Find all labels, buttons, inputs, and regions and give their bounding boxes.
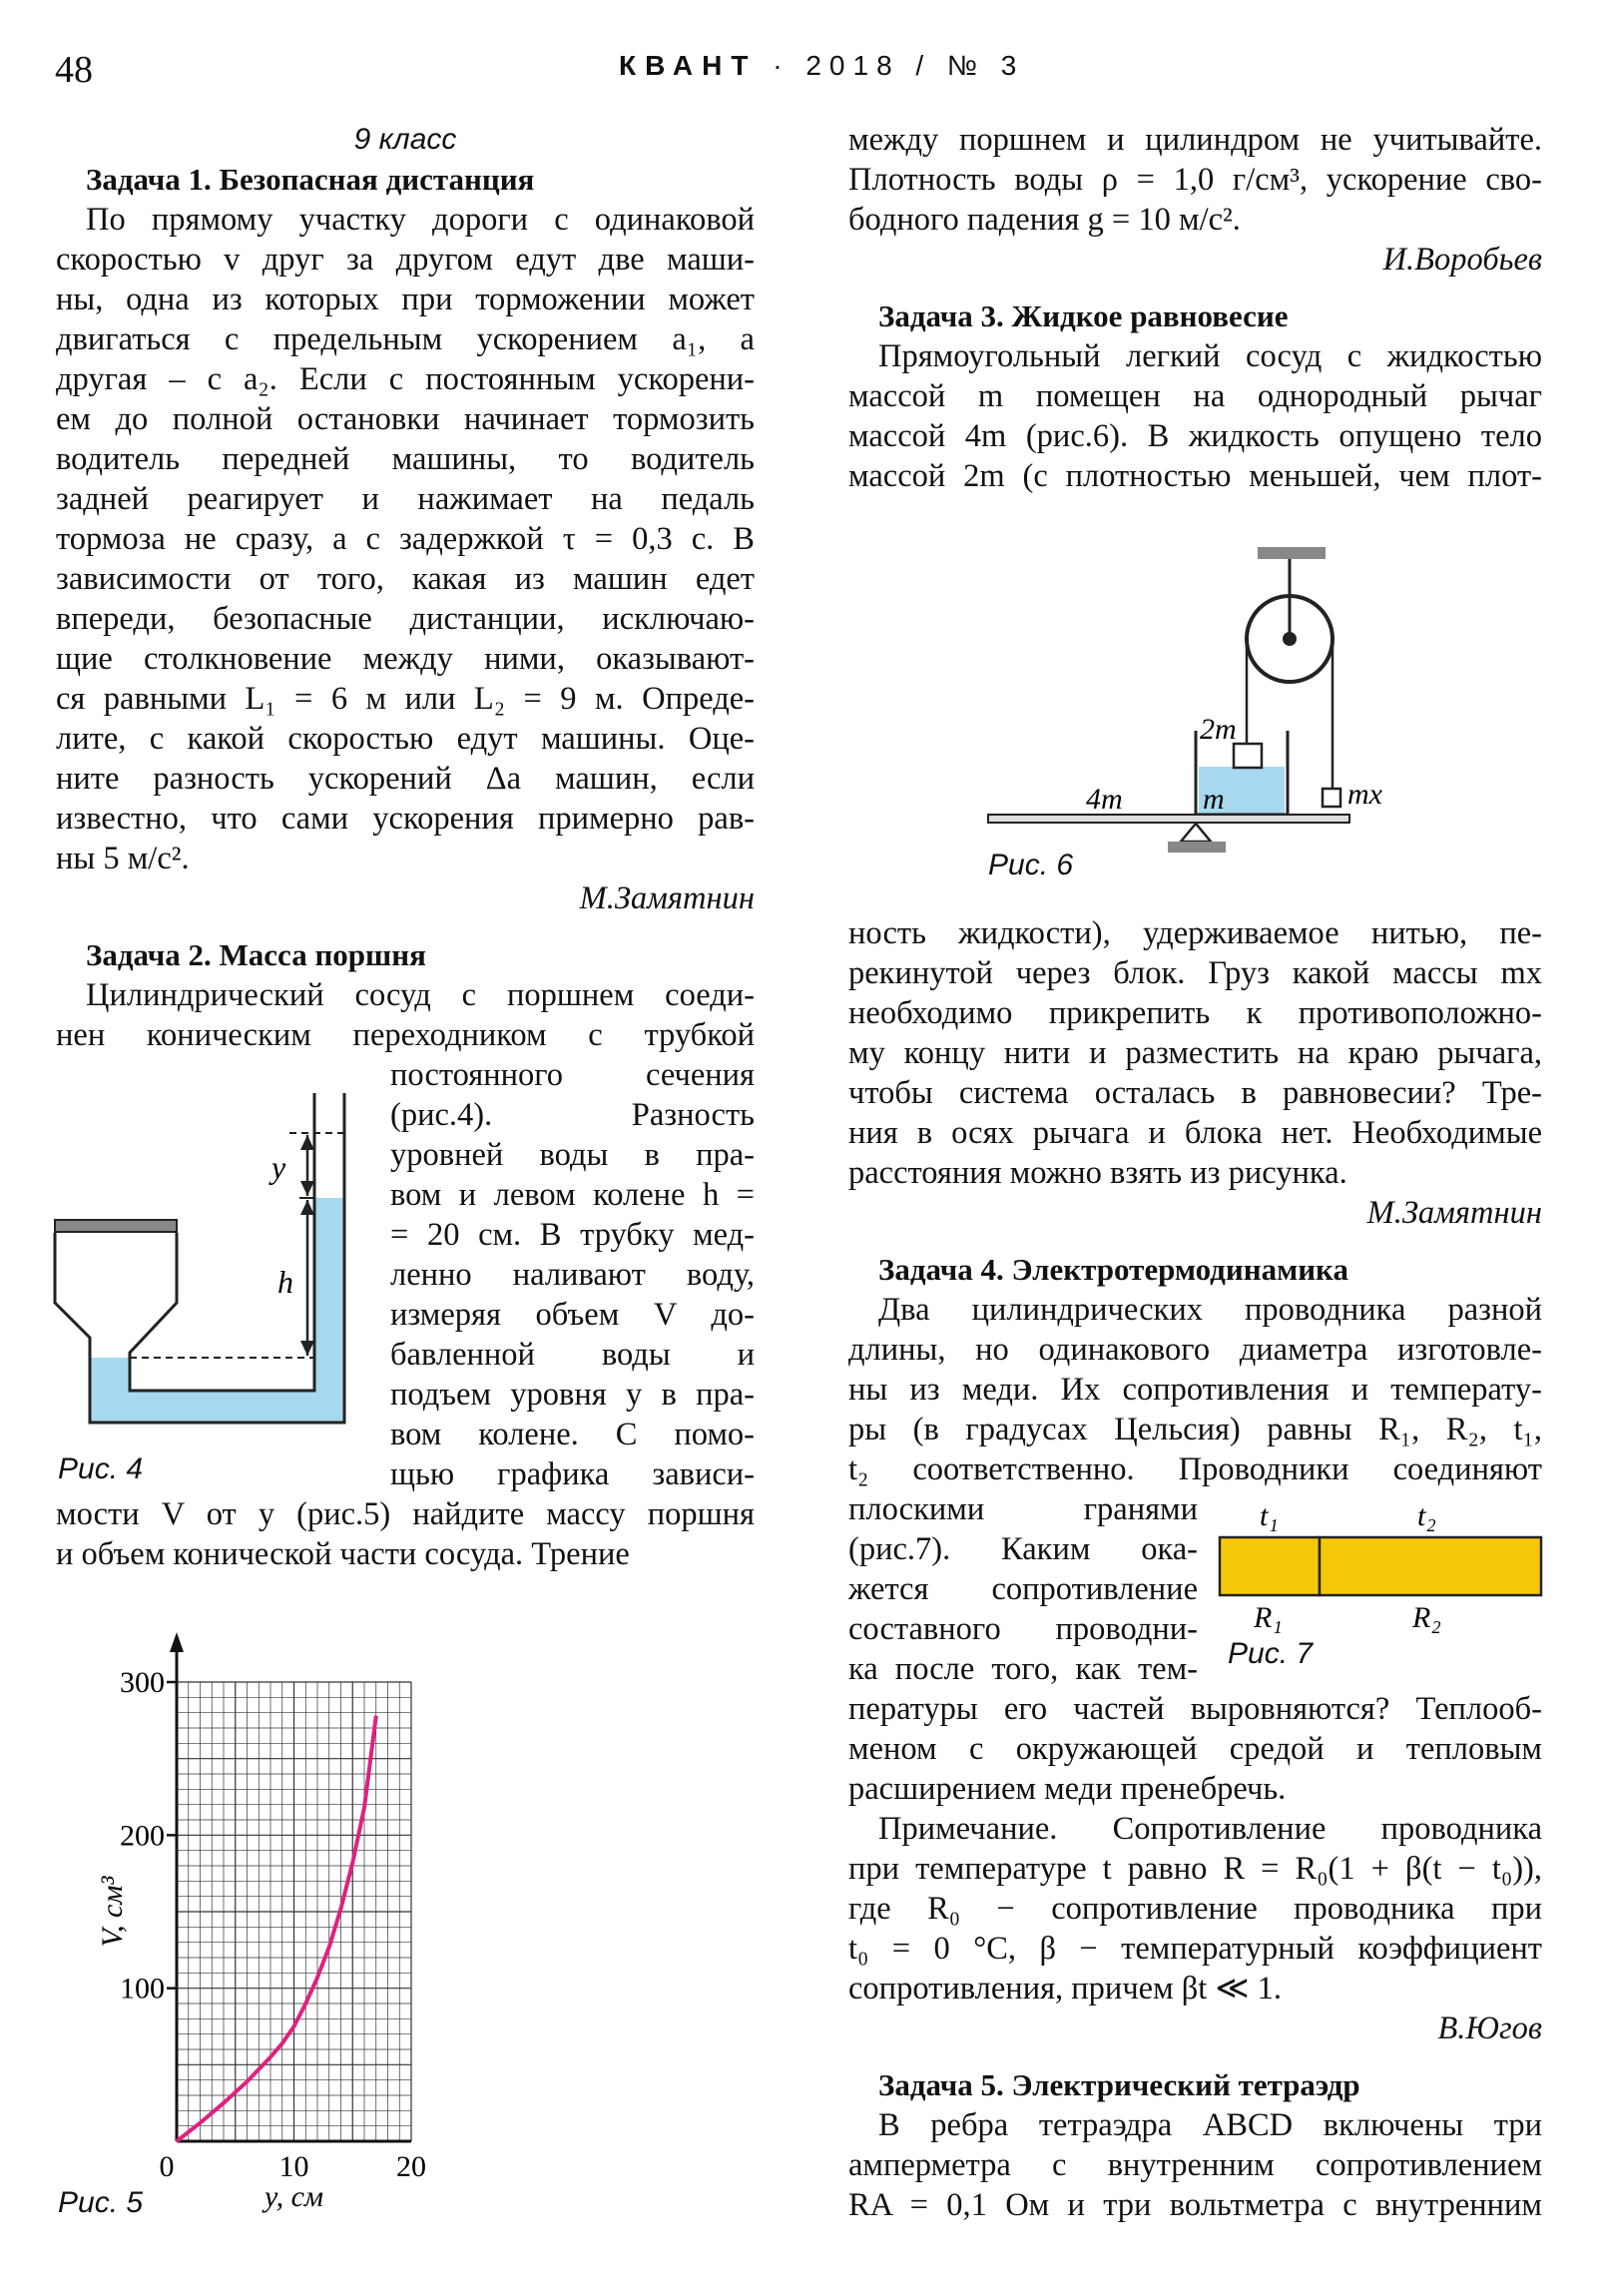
figure-4-caption: Рис. 4 [58, 1452, 144, 1485]
fulcrum-base [1168, 842, 1226, 853]
text-line: расширением меди пренебречь. [848, 1771, 1287, 1807]
label-2m: 2m [1200, 713, 1237, 746]
text-line: Два цилиндрических проводника разной [878, 1292, 1542, 1328]
text-line: нен коническим переходником с трубкой [56, 1017, 755, 1053]
problem4-title: Задача 4. Электротермодинамика [878, 1252, 1348, 1287]
text-line: ность жидкости), удерживаемое нитью, пе- [848, 915, 1542, 951]
text-line: составного проводни- [848, 1611, 1198, 1647]
conductor-R1 [1220, 1537, 1320, 1595]
problem3-text-continued [848, 913, 1542, 1193]
journal-name: КВАНТ [619, 50, 758, 81]
figure-7-caption: Рис. 7 [1228, 1637, 1314, 1670]
journal-issue: · 2018 / № 3 [773, 50, 1025, 81]
y-tick-label: 300 [120, 1666, 165, 1699]
text-line: ка после того, как тем- [848, 1651, 1198, 1687]
conductor-R2 [1320, 1537, 1541, 1595]
arrow-y-head-top [300, 1135, 314, 1150]
problem3-author: М.Замятнин [1366, 1195, 1542, 1231]
text-line: тормоза не сразу, а с задержкой τ = 0,3 с. В [56, 521, 755, 557]
problem4-author: В.Югов [1437, 2010, 1542, 2046]
x-tick-label: 20 [396, 2150, 426, 2183]
fulcrum [1181, 824, 1211, 842]
arrow-h-head-top [300, 1200, 314, 1215]
y-axis-label: V, см³ [96, 1876, 129, 1948]
x-tick-label: 10 [278, 2150, 309, 2183]
text-line: массой 4m (рис.6). В жидкость опущено тело [848, 418, 1542, 454]
text-line: пературы его частей выровняются? Теплооб- [848, 1691, 1542, 1727]
text-line: лите, с какой скоростью едут машины. Оце- [56, 721, 755, 757]
text-line: известно, что сами ускорения примерно рав- [56, 801, 755, 837]
text-line: зависимости от того, какая из машин едет [56, 561, 755, 597]
text-line: ны из меди. Их сопротивления и температу- [848, 1372, 1542, 1408]
text-line: ся равными L₁ = 6 м или L₂ = 9 м. Опреде- [56, 681, 755, 717]
problem4-text [848, 1290, 1542, 1489]
text-line: скоростью v друг за другом едут две маши- [56, 242, 755, 278]
text-line: мости V от y (рис.5) найдите массу поршня [56, 1496, 755, 1532]
pulley-axle [1283, 632, 1297, 646]
text-line: Цилиндрический сосуд с поршнем соеди- [86, 977, 755, 1013]
text-line: измеряя объем V до- [390, 1297, 755, 1333]
problem1-title: Задача 1. Безопасная дистанция [86, 162, 535, 197]
text-line: между поршнем и цилиндром не учитывайте. [848, 122, 1542, 158]
text-line: при температуре t равно R = R₀(1 + β(t − t₀)), [848, 1851, 1542, 1887]
text-line: t₀ = 0 °C, β − температурный коэффициент [848, 1931, 1542, 1967]
text-line: RA = 0,1 Ом и три вольтметра с внутренним [848, 2187, 1542, 2223]
text-line: ния в осях рычага и блока нет. Необходимые [848, 1115, 1542, 1151]
problem5-text [848, 2105, 1542, 2225]
problem4-note [848, 1809, 1542, 2009]
text-line: меном с окружающей средой и тепловым [848, 1731, 1542, 1767]
figure-5-caption: Рис. 5 [58, 2186, 144, 2219]
x-tick-label: 0 [159, 2150, 175, 2183]
text-line: му концу нити и разместить на краю рычага, [848, 1035, 1542, 1071]
text-line: ры (в градусах Цельсия) равны R₁, R₂, t₁, [848, 1412, 1542, 1447]
ceiling [1258, 547, 1326, 559]
text-line: Примечание. Сопротивление проводника [878, 1811, 1542, 1847]
text-line: В ребра тетраэдра ABCD включены три [878, 2107, 1542, 2143]
label-R2: R₂ [1412, 1601, 1441, 1634]
label-m: m [1203, 783, 1225, 816]
text-line: t₂ соответственно. Проводники соединяют [848, 1451, 1542, 1487]
text-line: ны, одна из которых при торможении может [56, 282, 755, 317]
problem5-title: Задача 5. Электрический тетраэдр [878, 2067, 1360, 2102]
figure-6 [988, 539, 1407, 859]
text-line: щие столкновение между ними, оказывают- [56, 641, 755, 677]
text-line: где R₀ − сопротивление проводника при [848, 1891, 1542, 1927]
text-line: (рис.7). Каким ока- [848, 1531, 1198, 1567]
text-line: сопротивления, причем βt ≪ 1. [848, 1971, 1282, 2007]
text-line: ленно наливают воду, [390, 1257, 755, 1293]
problem2-text-wrap [390, 1055, 755, 1494]
piston [55, 1220, 177, 1232]
text-line: щью графика зависи- [390, 1456, 755, 1492]
problem1-text [56, 200, 755, 878]
label-y: y [271, 1149, 286, 1185]
text-line: задней реагирует и нажимает на педаль [56, 481, 755, 517]
x-axis-label: y, см [264, 2180, 324, 2213]
y-tick-label: 200 [120, 1819, 165, 1853]
problem3-title: Задача 3. Жидкое равновесие [878, 298, 1289, 333]
problem4-text-wrap [848, 1489, 1198, 1689]
text-line: длины, но одинакового диаметра изготовле- [848, 1332, 1542, 1368]
text-line: Плотность воды ρ = 1,0 г/см³, ускорение сво- [848, 162, 1542, 198]
text-line: амперметра с внутренним сопротивлением [848, 2147, 1542, 2183]
text-line: чтобы система осталась в равновесии? Тре- [848, 1075, 1542, 1111]
text-line: рекинутой через блок. Груз какой массы mx [848, 955, 1542, 991]
problem4-text-continued [848, 1689, 1542, 1809]
continuation-author: И.Воробьев [1382, 242, 1542, 278]
text-line: массой 2m (с плотностью меньшей, чем плот- [848, 458, 1542, 494]
floating-body [1234, 744, 1262, 768]
lever [988, 815, 1349, 823]
text-line: подъем уровня y в пра- [390, 1377, 755, 1413]
text-line: и объем конической части сосуда. Трение [56, 1536, 630, 1572]
continuation-text [848, 120, 1542, 240]
problem2-title: Задача 2. Масса поршня [86, 937, 426, 972]
text-line: бавленной воды и [390, 1337, 755, 1373]
problem3-text [848, 336, 1542, 496]
text-line: водитель передней машины, то водитель [56, 441, 755, 477]
journal-header [619, 50, 1024, 82]
text-line: Прямоугольный легкий сосуд с жидкостью [878, 338, 1542, 374]
text-line: массой m помещен на однородный рычаг [848, 378, 1542, 414]
page-number: 48 [55, 49, 93, 91]
text-line: другая – с a₂. Если с постоянным ускорени- [56, 361, 755, 397]
arrow-h-head-bottom [300, 1341, 314, 1356]
y-axis-arrow [170, 1632, 184, 1652]
load-mx [1323, 789, 1340, 807]
text-line: ните разность ускорений Δa машин, если [56, 761, 755, 797]
text-line: = 20 см. В трубку мед- [390, 1217, 755, 1253]
text-line: ем до полной остановки начинает тормозить [56, 401, 755, 437]
text-line: ны 5 м/с². [56, 841, 190, 876]
text-line: уровней воды в пра- [390, 1137, 755, 1173]
problem2-text-bottom [56, 1494, 755, 1574]
label-mx: mx [1347, 778, 1382, 811]
text-line: (рис.4). Разность [390, 1097, 755, 1133]
label-h: h [277, 1264, 293, 1300]
figure-4 [50, 1088, 369, 1467]
grade-heading: 9 класс [353, 123, 457, 156]
text-line: вом и левом колене h = [390, 1177, 755, 1213]
arrow-y-head-bottom [300, 1181, 314, 1196]
label-R1: R₁ [1254, 1601, 1283, 1634]
y-tick-label: 100 [120, 1972, 165, 2006]
label-t1: t₁ [1260, 1499, 1279, 1532]
problem2-text-top [56, 975, 755, 1055]
figure-7 [1218, 1497, 1547, 1657]
text-line: расстояния можно взять из рисунка. [848, 1155, 1347, 1191]
text-line: впереди, безопасные дистанции, исключаю- [56, 601, 755, 637]
label-4m: 4m [1086, 783, 1123, 816]
text-line: постоянного сечения [390, 1057, 755, 1093]
vessel-inner-outline [130, 1093, 314, 1391]
text-line: бодного падения g = 10 м/с². [848, 202, 1241, 238]
curve-V-vs-y [177, 1716, 376, 2141]
label-t2: t₂ [1417, 1499, 1436, 1532]
problem1-author: М.Замятнин [579, 880, 755, 916]
right-column-top [848, 120, 1542, 496]
text-line: вом колене. С помо- [390, 1417, 755, 1452]
text-line: необходимо прикрепить к противоположно- [848, 995, 1542, 1031]
text-line: двигаться с предельным ускорением a₁, а [56, 321, 755, 357]
text-line: жется сопротивление [848, 1571, 1198, 1607]
text-line: По прямому участку дороги с одинаковой [86, 202, 755, 238]
text-line: плоскими гранями [848, 1491, 1198, 1527]
figure-6-caption: Рис. 6 [988, 849, 1074, 881]
